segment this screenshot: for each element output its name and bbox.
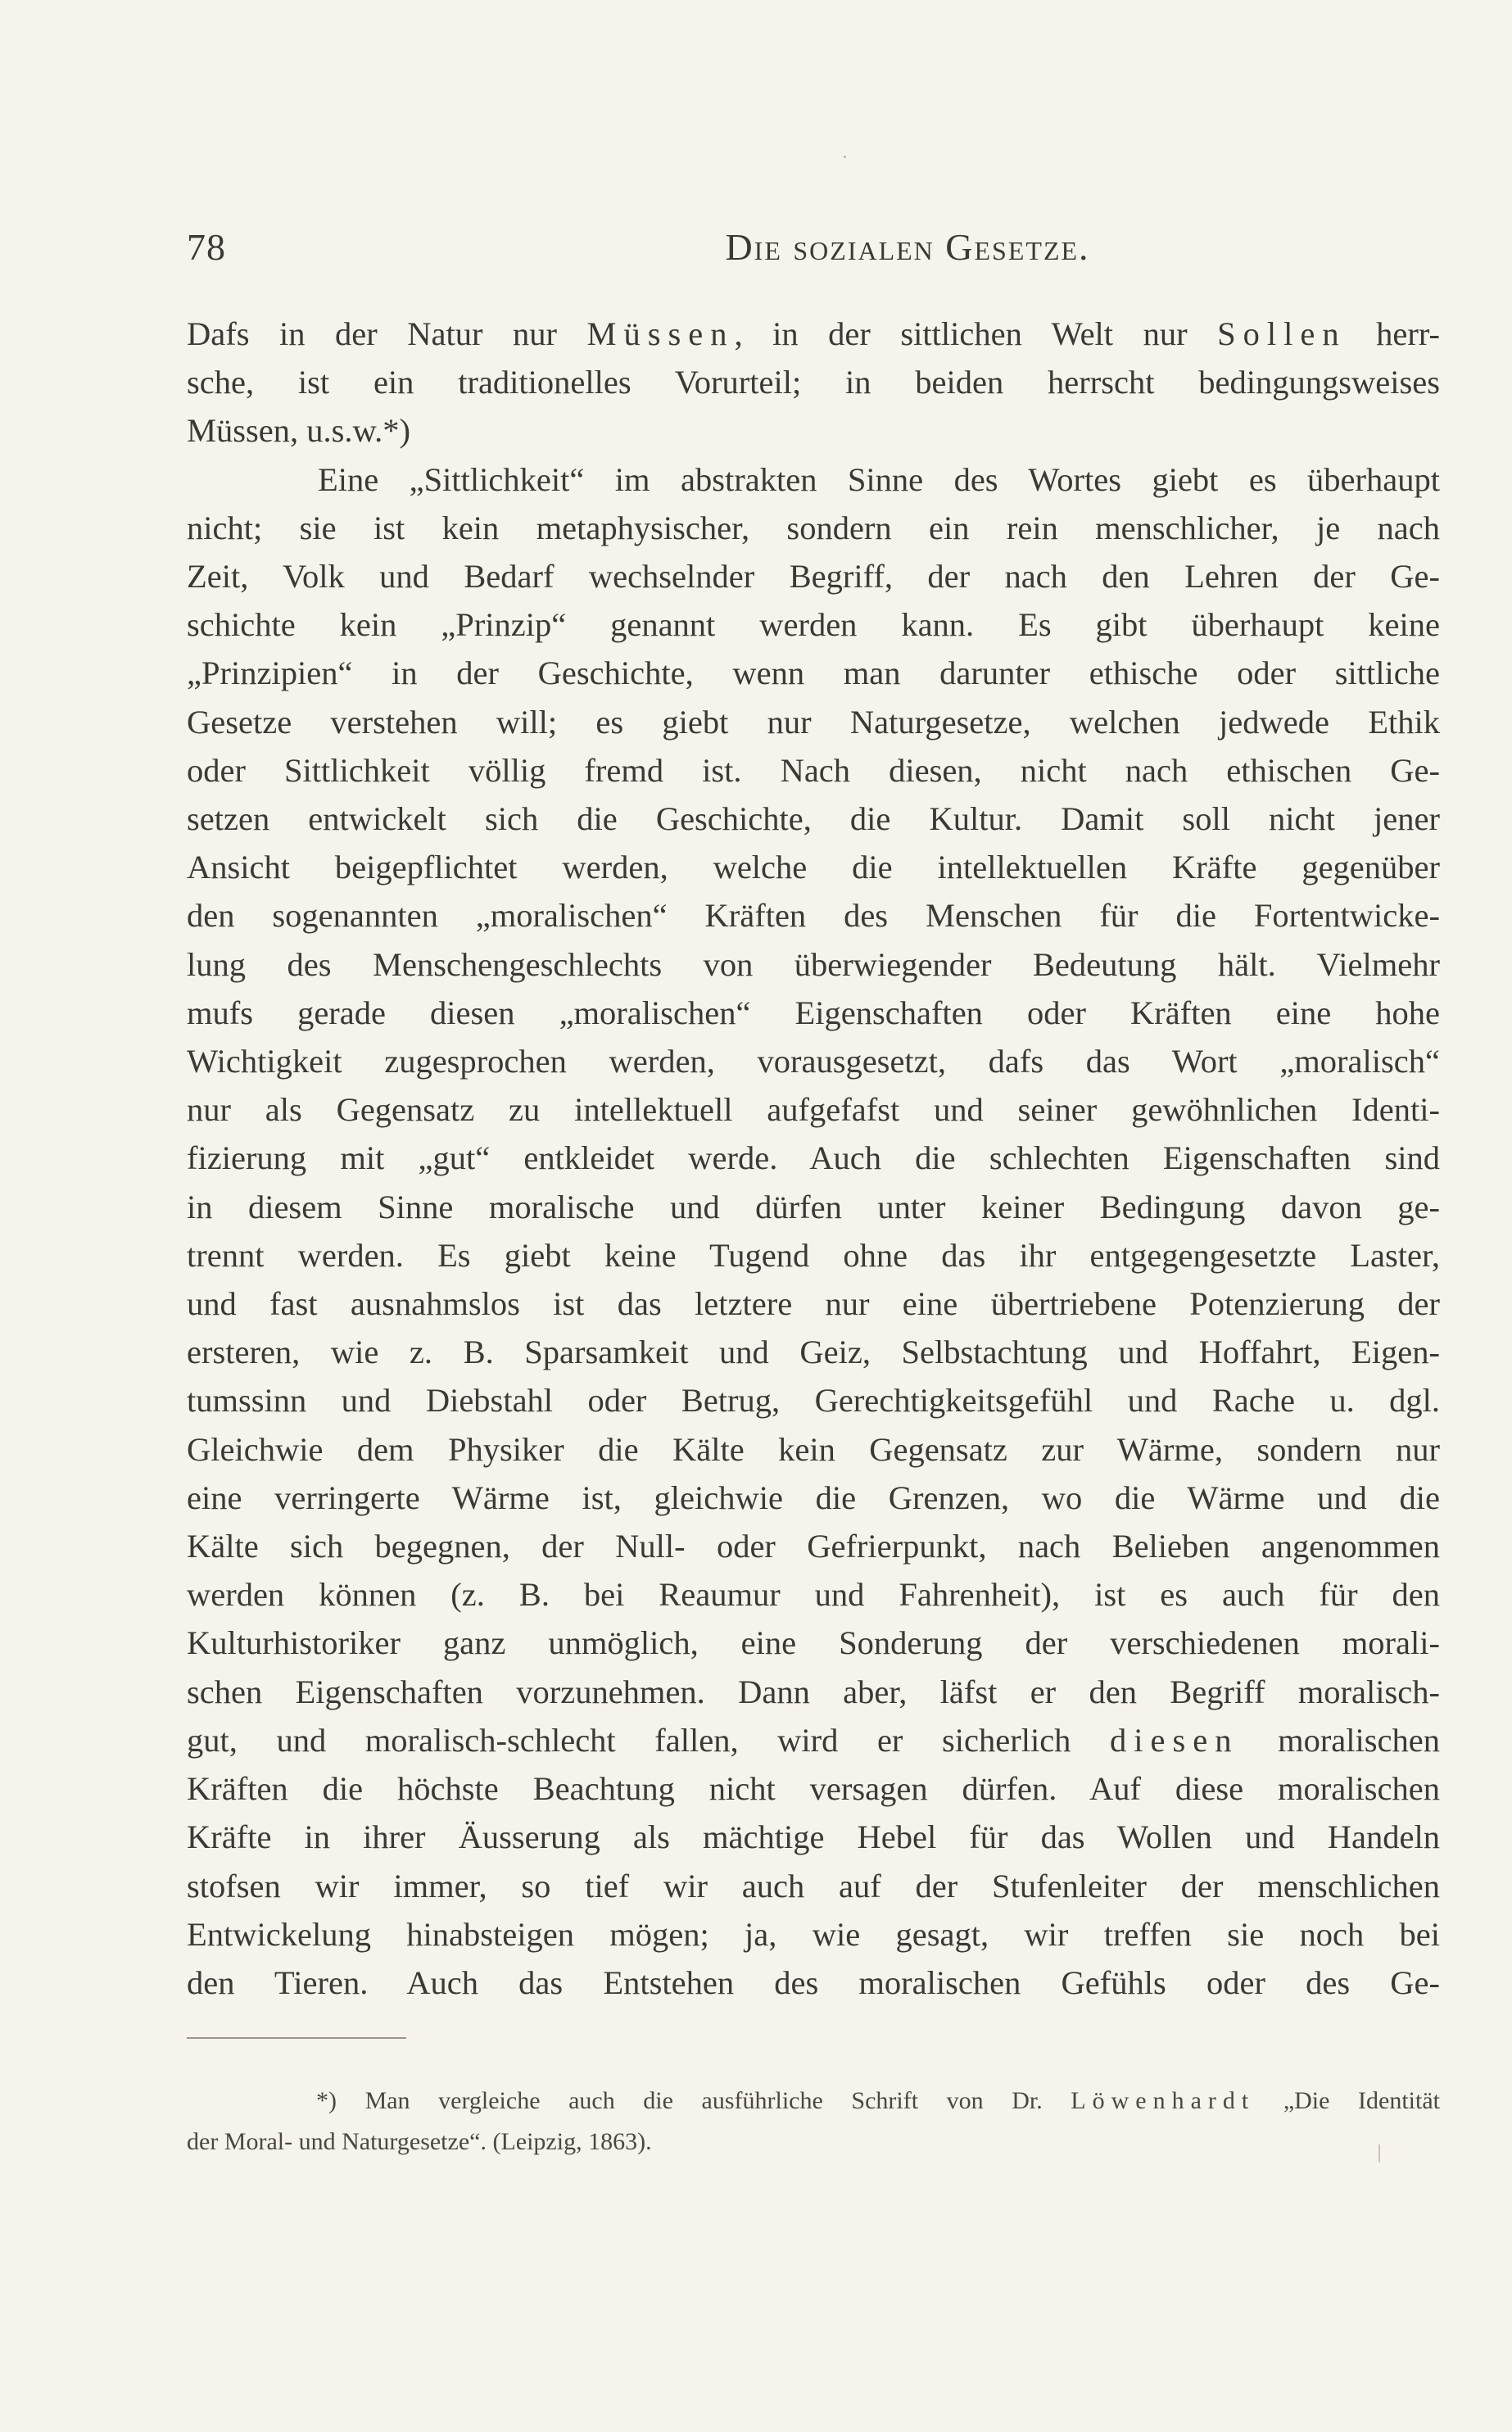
footnote-line-2: der Moral- und Naturgesetze“. (Leipzig, 1863).	[187, 2128, 652, 2155]
footnote-rule	[187, 2037, 406, 2039]
text-line-content: tumssinn und Diebstahl oder Betrug, Gerechtigkeitsgefühl und Rache u. dgl.	[187, 1382, 1440, 1420]
text-line-content: eine verringerte Wärme ist, gleichwie die Grenzen, wo die Wärme und die	[187, 1479, 1440, 1516]
footnote-line-1-pre: *) Man vergleiche auch die ausführliche Schrift von Dr.	[316, 2087, 1071, 2114]
text-line	[187, 1231, 1440, 1279]
text-line-content: Entwickelung hinabsteigen mögen; ja, wie gesagt, wir treffen sie noch bei	[187, 1915, 1440, 1953]
margin-mark	[1378, 2144, 1380, 2163]
text-line	[187, 1764, 1440, 1813]
text-line	[187, 1959, 1440, 2007]
text-line-content: ersteren, wie z. B. Sparsamkeit und Geiz, Selbstachtung und Hoffahrt, Eigen-	[187, 1334, 1440, 1371]
text-line-content: lung des Menschengeschlechts von überwiegender Bedeutung hält. Vielmehr	[187, 945, 1440, 983]
text-line-content: nur als Gegensatz zu intellektuell aufgefafst und seiner gewöhnlichen Identi-	[187, 1091, 1440, 1129]
text-line	[187, 746, 1440, 795]
text-line-content: stofsen wir immer, so tief wir auch auf der Stufenleiter der menschlichen	[187, 1867, 1440, 1904]
text-line	[187, 989, 1440, 1037]
text-line-content: schen Eigenschaften vorzunehmen. Dann aber, läfst er den Begriff moralisch-	[187, 1673, 1440, 1710]
text-line-segment: herr-	[1346, 315, 1440, 352]
text-line-content: den sogenannten „moralischen“ Kräften des Menschen für die Fortentwicke-	[187, 897, 1440, 935]
text-line	[187, 1474, 1440, 1522]
text-line-content: Gleichwie dem Physiker die Kälte kein Gegensatz zur Wärme, sondern nur	[187, 1430, 1440, 1468]
text-line	[187, 891, 1440, 940]
text-line-content: Kulturhistoriker ganz unmöglich, eine Sonderung der verschiedenen morali-	[187, 1624, 1440, 1662]
text-line	[187, 310, 1440, 358]
text-line-segment: , in der sittlichen Welt nur	[734, 315, 1218, 352]
text-line-content: Kräften die höchste Beachtung nicht versagen dürfen. Auf diese moralischen	[187, 1770, 1440, 1808]
text-line	[187, 698, 1440, 746]
text-line-content: Müssen, u.s.w.*)	[187, 412, 410, 450]
text-line-content: und fast ausnahmslos ist das letztere nur eine übertriebene Potenzierung der	[187, 1285, 1440, 1323]
running-title: Die sozialen Gesetze.	[725, 226, 1090, 268]
text-line	[187, 455, 1440, 504]
text-line	[187, 1085, 1440, 1134]
text-line	[187, 1183, 1440, 1231]
text-line-content: setzen entwickelt sich die Geschichte, die Kultur. Damit soll nicht jener	[187, 800, 1440, 838]
text-line-content: Zeit, Volk und Bedarf wechselnder Begriff, der nach den Lehren der Ge-	[187, 558, 1440, 596]
spaced-emphasis: Sollen	[1217, 315, 1347, 352]
text-line	[187, 1376, 1440, 1424]
page-speck	[844, 156, 846, 158]
text-line-content: Wichtigkeit zugesprochen werden, vorausgesetzt, dafs das Wort „moralisch“	[187, 1043, 1440, 1080]
text-line-content: mufs gerade diesen „moralischen“ Eigenschaften oder Kräften eine hohe	[187, 994, 1440, 1031]
text-line	[187, 1425, 1440, 1474]
body-text	[187, 310, 1440, 2007]
footnote-author: Löwenhardt	[1071, 2087, 1256, 2114]
text-line-content: Kräfte in ihrer Äusserung als mächtige Hebel für das Wollen und Handeln	[187, 1818, 1440, 1856]
text-line-content: nicht; sie ist kein metaphysischer, sondern ein rein menschlicher, je nach	[187, 509, 1440, 546]
text-line	[187, 1716, 1440, 1764]
text-line	[187, 1910, 1440, 1959]
text-line	[187, 504, 1440, 552]
text-line	[187, 600, 1440, 649]
text-line-content: den Tieren. Auch das Entstehen des moralischen Gefühls oder des Ge-	[187, 1963, 1440, 2001]
text-line	[187, 1570, 1440, 1619]
text-line	[187, 1134, 1440, 1182]
footnote-line-1-post: „Die Identität	[1255, 2087, 1440, 2114]
text-line-segment: Dafs in der Natur nur	[187, 315, 587, 352]
text-line	[187, 1668, 1440, 1716]
footnote	[187, 2081, 1440, 2163]
spaced-emphasis: Müssen	[586, 315, 735, 352]
text-line-content: Kälte sich begegnen, der Null- oder Gefrierpunkt, nach Belieben angenommen	[187, 1528, 1440, 1565]
page-header	[187, 225, 1440, 274]
text-line	[187, 406, 1440, 455]
text-line	[187, 795, 1440, 843]
text-line	[187, 1279, 1440, 1328]
text-line-content: oder Sittlichkeit völlig fremd ist. Nach diesen, nicht nach ethischen Ge-	[187, 751, 1440, 789]
text-line-segment: moralischen	[1238, 1721, 1440, 1759]
text-line	[187, 358, 1440, 406]
text-line-segment: gut, und moralisch-schlecht fallen, wird er sicherlich	[187, 1721, 1111, 1759]
text-line	[187, 1813, 1440, 1861]
text-line	[187, 940, 1440, 989]
text-line-content: Ansicht beigepflichtet werden, welche die intellektuellen Kräfte gegenüber	[187, 849, 1440, 886]
page-number: 78	[187, 226, 226, 268]
text-line-content: trennt werden. Es giebt keine Tugend ohne das ihr entgegengesetzte Laster,	[187, 1236, 1440, 1274]
text-line-content: schichte kein „Prinzip“ genannt werden kann. Es gibt überhaupt keine	[187, 606, 1440, 644]
text-line-content: werden können (z. B. bei Reaumur und Fahrenheit), ist es auch für den	[187, 1576, 1440, 1614]
text-line	[187, 843, 1440, 891]
text-line	[187, 1862, 1440, 1910]
text-line-content: Gesetze verstehen will; es giebt nur Naturgesetze, welchen jedwede Ethik	[187, 703, 1440, 740]
text-line	[187, 552, 1440, 600]
text-line-content: „Prinzipien“ in der Geschichte, wenn man darunter ethische oder sittliche	[187, 654, 1440, 692]
text-line	[187, 1619, 1440, 1667]
spaced-emphasis: diesen	[1110, 1721, 1239, 1759]
footnote-line-1	[187, 2081, 1440, 2122]
text-line-content: fizierung mit „gut“ entkleidet werde. Auch die schlechten Eigenschaften sind	[187, 1139, 1440, 1177]
text-line-content: in diesem Sinne moralische und dürfen unter keiner Bedingung davon ge-	[187, 1188, 1440, 1225]
text-line-content: Eine „Sittlichkeit“ im abstrakten Sinne des Wortes giebt es überhaupt	[318, 460, 1440, 498]
text-line	[187, 649, 1440, 697]
text-line	[187, 1522, 1440, 1570]
text-line	[187, 1328, 1440, 1376]
text-line	[187, 1037, 1440, 1085]
text-line-content: sche, ist ein traditionelles Vorurteil; in beiden herrscht bedingungsweises	[187, 364, 1440, 401]
